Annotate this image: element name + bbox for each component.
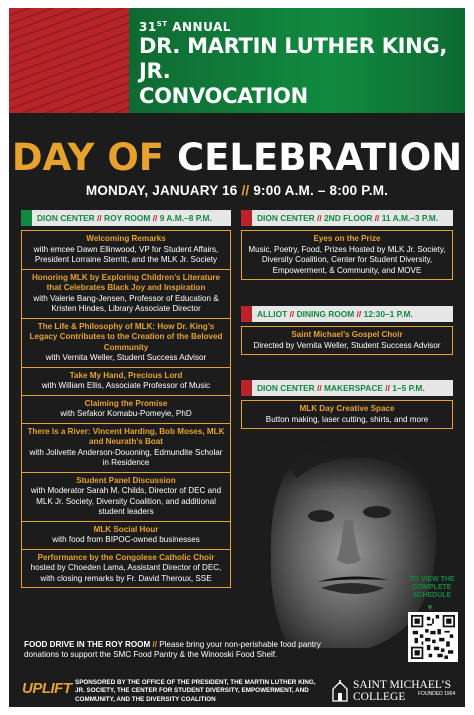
right-section-header-2nd-floor: DION CENTER // 2ND FLOOR // 11 A.M.–3 P.M. [241, 210, 453, 226]
creative-space-box [241, 400, 453, 429]
college-building-icon [331, 680, 349, 702]
list-item: Claiming the Promise with Sefakor Komabu-Pomeyie, PhD [22, 396, 230, 424]
eyes-on-prize-box [241, 230, 453, 280]
date-line: MONDAY, JANUARY 16 // 9:00 A.M. – 8:00 P.M. [85, 183, 389, 198]
convocation-title-line2: CONVOCATION [139, 84, 308, 108]
list-item: Welcoming Remarks with emcee Dawn Ellinwood, VP for Student Affairs, President Lorraine Sterritt, and the MLK Jr. Society [22, 231, 230, 270]
uplift-logo: UPLIFT [22, 680, 72, 697]
qr-label: TO VIEW THE COMPLETE SCHEDULE [409, 576, 455, 599]
right-section-header-makerspace: DION CENTER // MAKERSPACE // 1–5 P.M. [241, 380, 453, 396]
down-arrow-icon: ▼ [426, 603, 434, 612]
list-item: There Is a River: Vincent Harding, Bob Moses, MLK and Neurath’s Boat with Jolivette Anderson-Douoning, Edmundite Scholar in Residence [22, 424, 230, 473]
list-item: MLK Social Hour with food from BIPOC-owned businesses [22, 522, 230, 550]
header-title [139, 20, 465, 109]
annual-label: 31ST ANNUAL [139, 20, 231, 34]
left-events-list [21, 230, 231, 588]
list-item: Performance by the Congolese Catholic Choir hosted by Choeden Lama, Assistant Director of DEC, with closing remarks by Fr. David Theroux, SSE [30, 552, 222, 583]
poster: 31ST ANNUAL DR. MARTIN LUTHER KING, JR. CONVOCATION DAY OF CELEBRATION MONDAY, JANUARY 16 // 9:00 A.M. – 8:00 P.M. DION CENTER // ROY ROOM // 9 A.M.–8 P.M. Welcoming Remarks with emcee Dawn Ellinwood, VP for Student Affairs, President Lorraine Sterritt, and the MLK Jr. Society Honoring MLK by Exploring Children’s Literature that Celebrates Black Joy and Inspiration with Valerie Bang-Jensen, Professor of Education & Kristen Hindes, Library Associate Director The Life & Philosophy of MLK: How Dr. King’s Legacy Contributes to the Creation of the Beloved Community with Vernita Weller, Student Success Advisor Take My Hand, Precious Lord with William Ellis, Associate Professor of Music Claiming the Promise with Sefakor Komabu-Pomeyie, PhD There Is a River: Vincent Harding, Bob Moses, MLK and Neurath’s Boat with Jolivette Anderson-Douoning, Edmundite Scholar in Residence Student Panel Discussion with Moderator Sarah M. Childs, Director of DEC and MLK Jr. Society, Diversity Coalition, and additional student leaders MLK Social Hour with food from BIPOC-owned businesses Performance by the Congolese Catholic Choir hosted by Choeden Lama, Assistant Director of DEC, with closing remarks by Fr. David Theroux, SSE DION CENTER // 2ND FLOOR // 11 A.M.–3 P.M. Eyes on the Prize Music, Poetry, Food, Prizes Hosted by MLK Jr. Society, Diversity Coalition, Center for Student Diversity, Empowerment, & Community, and MOVE ALLIOT // DINING ROOM // 12:30–1 P.M. Saint Michael’s Gospel Choir Directed by Vernita Weller, Student Success Advisor DION CENTER // MAKERSPACE // 1–5 P.M. MLK Day Creative Space Button making, laser cutting, shirts, and more TO VIEW THE COMPLETE SCHEDULE ▼ FOOD DRIVE IN THE ROY ROOM // Please bring your non-perishable food pantry donations to support the SMC Food Pantry & the Winooski Food Shelf. UPLIFT SPONSORED BY THE OFFICE OF THE PRESIDENT, THE MARTIN LUTHER KING, JR. SOCIETY, THE CENTER FOR STUDENT DIVERSITY, EMPOWERMENT, AND COMMUNITY, AND THE DIVERSITY COALITION SAINT MICHAEL’S COLLEGE FOUNDED 1904 [9, 8, 465, 707]
left-section-header: DION CENTER // ROY ROOM // 9 A.M.–8 P.M. [21, 210, 231, 226]
list-item: Saint Michael’s Gospel Choir Directed by Vernita Weller, Student Success Advisor [253, 330, 441, 350]
list-item: Take My Hand, Precious Lord with William Ellis, Associate Professor of Music [22, 368, 230, 396]
food-drive-note: FOOD DRIVE IN THE ROY ROOM // Please bring your non-perishable food pantry donations to support the SMC Food Pantry & the Winooski Food Shelf. [24, 640, 321, 660]
list-item: MLK Day Creative Space Button making, laser cutting, shirts, and more [265, 404, 429, 424]
header-texture [9, 8, 129, 113]
list-item: Honoring MLK by Exploring Children’s Literature that Celebrates Black Joy and Inspiration with Valerie Bang-Jensen, Professor of Education & Kristen Hindes, Library Associate Director [22, 270, 230, 319]
list-item: Student Panel Discussion with Moderator Sarah M. Childs, Director of DEC and MLK Jr. Society, Diversity Coalition, and additional student leaders [22, 473, 230, 522]
page-title: DAY OF CELEBRATION [11, 136, 463, 179]
list-item: Eyes on the Prize Music, Poetry, Food, Prizes Hosted by MLK Jr. Society, Diversity Coalition, Center for Student Diversity, Empowerment, & Community, and MOVE [248, 234, 446, 275]
sponsor-text: SPONSORED BY THE OFFICE OF THE PRESIDENT, THE MARTIN LUTHER KING, JR. SOCIETY, THE CENTER FOR STUDENT DIVERSITY, EMPOWERMENT, AND COMMUNITY, AND THE DIVERSITY COALITION [75, 679, 316, 703]
list-item: The Life & Philosophy of MLK: How Dr. King’s Legacy Contributes to the Creation of the Beloved Community with Vernita Weller, Student Success Advisor [22, 319, 230, 368]
gospel-choir-box [241, 326, 453, 355]
convocation-title-line1: DR. MARTIN LUTHER KING, JR. [139, 34, 448, 83]
qr-code[interactable] [408, 612, 458, 662]
right-section-header-dining: ALLIOT // DINING ROOM // 12:30–1 P.M. [241, 306, 453, 322]
